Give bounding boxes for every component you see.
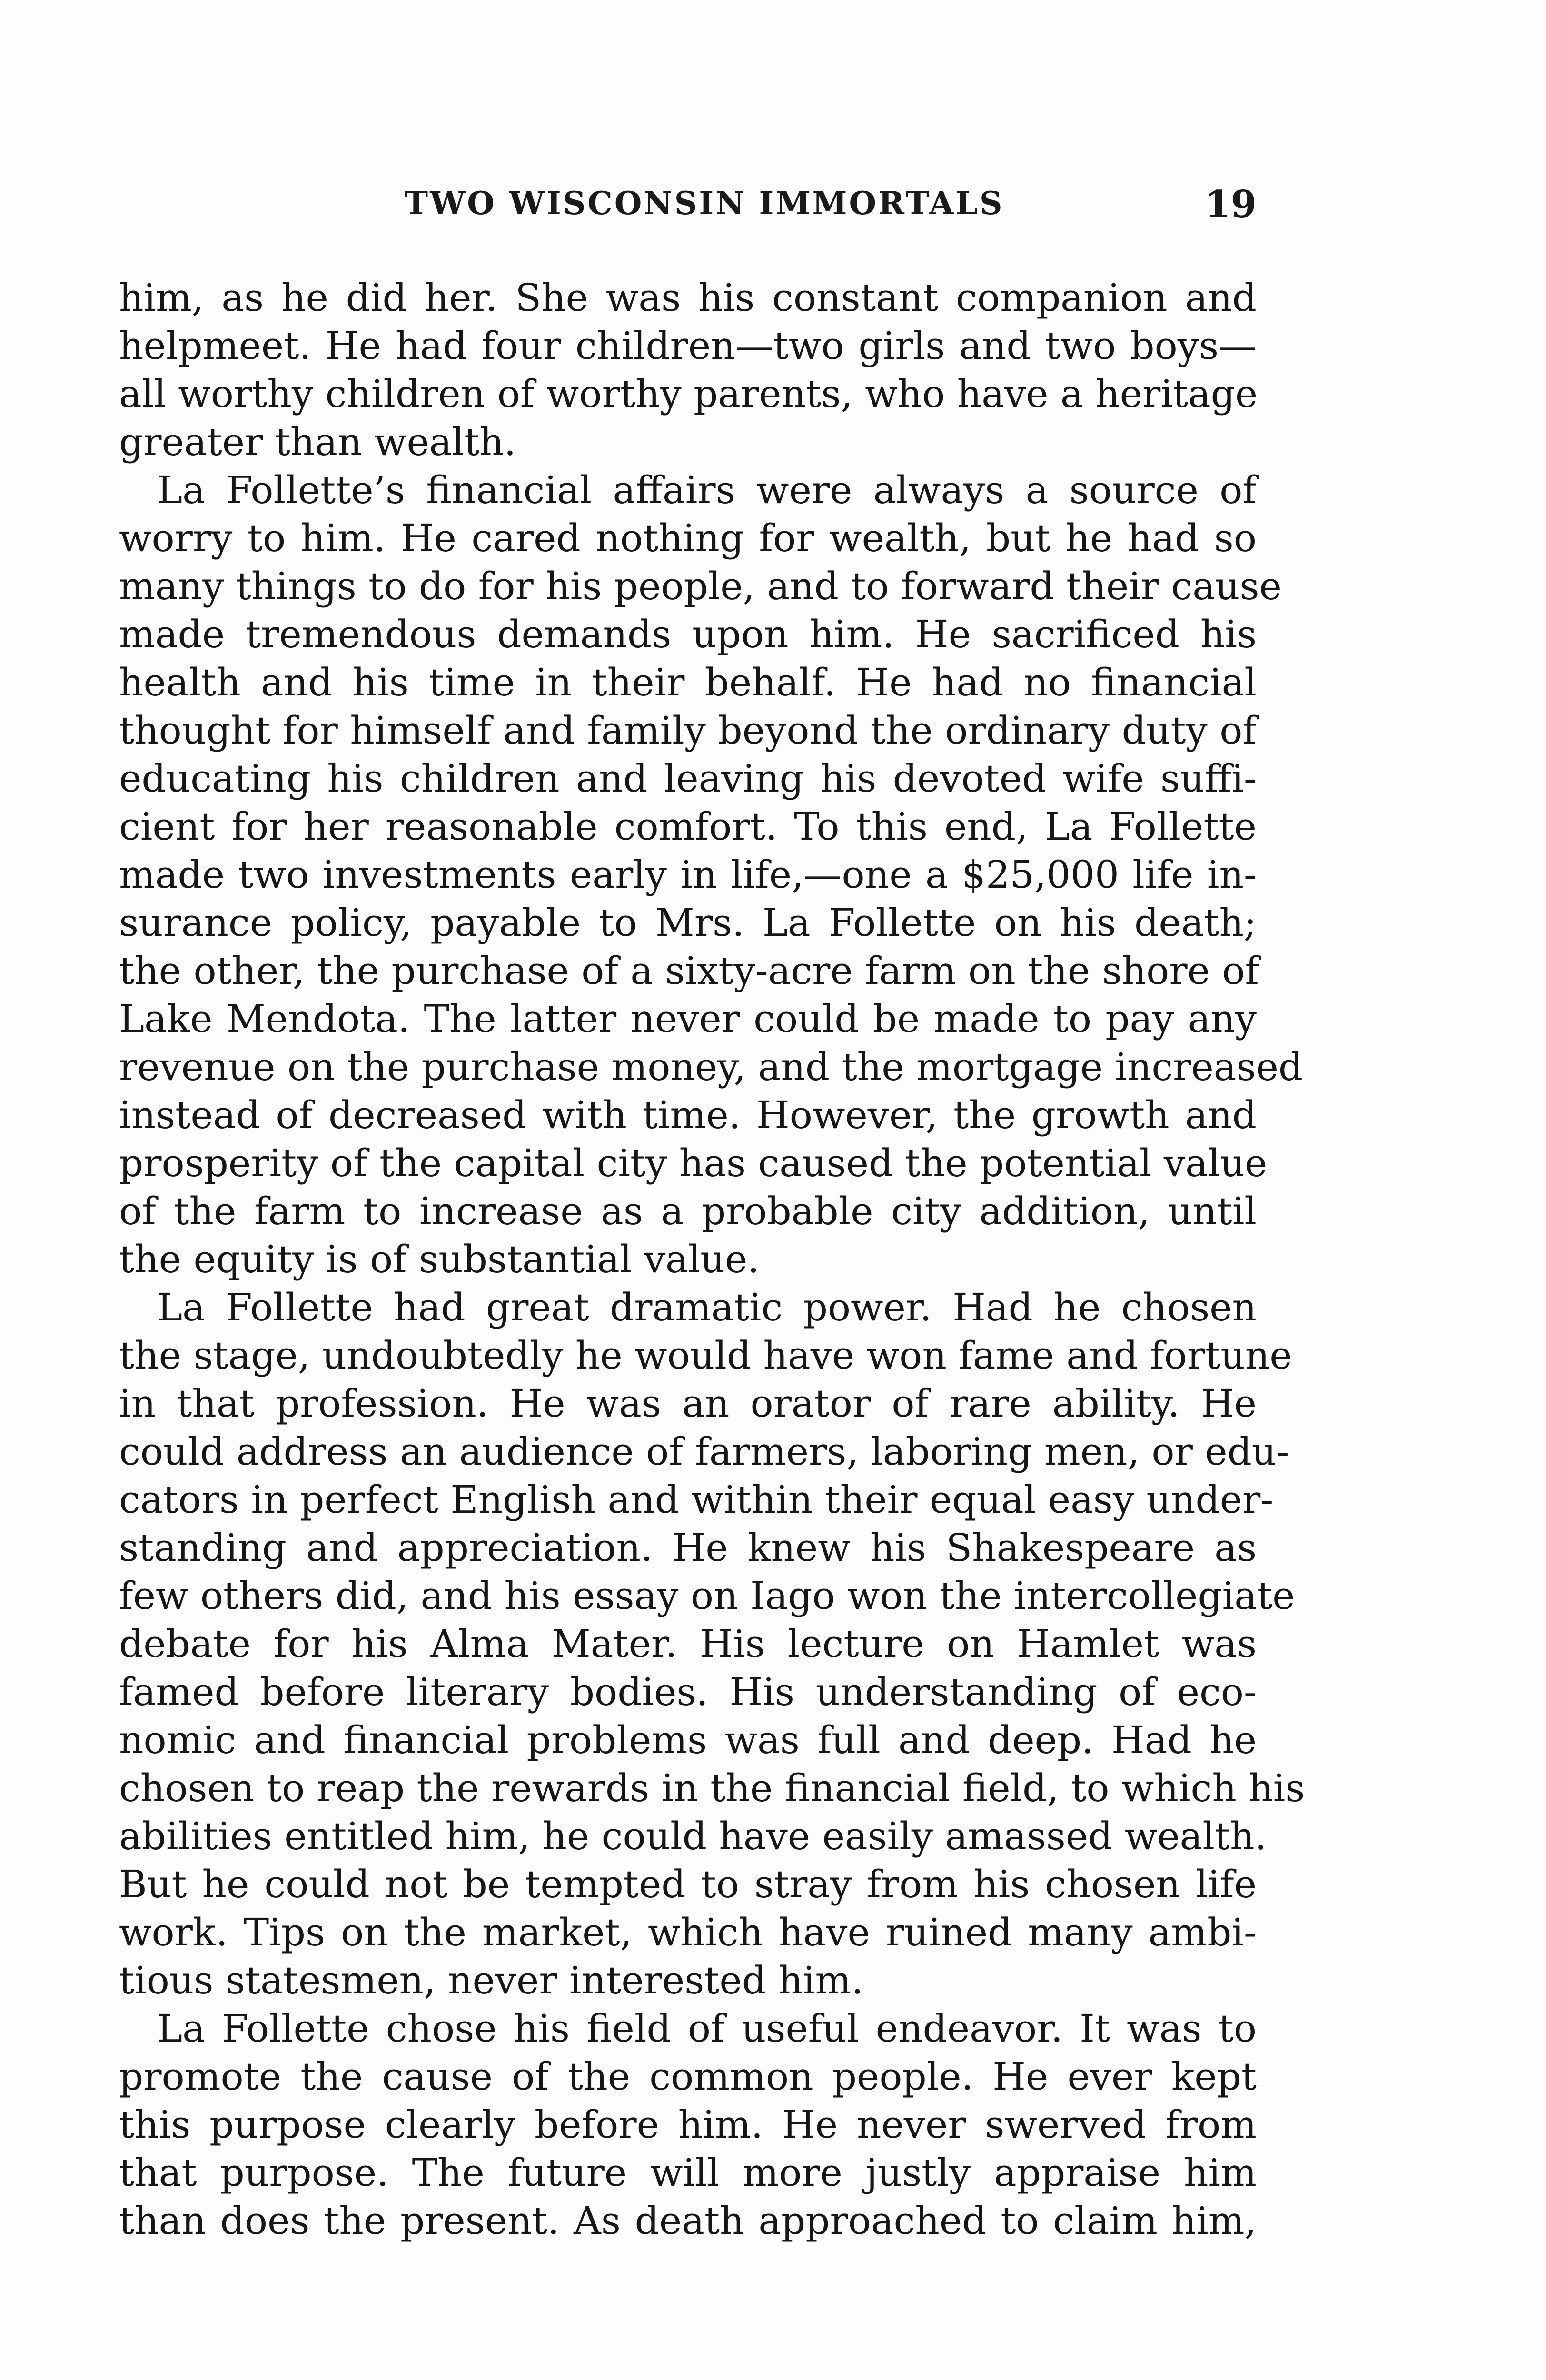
text-line: But he could not be tempted to stray from his chosen life	[119, 1862, 1257, 1906]
text-line: this purpose clearly before him. He never swerved from	[119, 2102, 1257, 2147]
text-line: La Follette’s financial affairs were always a source of	[157, 468, 1257, 512]
text-line: revenue on the purchase money, and the mortgage increased	[119, 1045, 1303, 1089]
text-line: chosen to reap the rewards in the financial field, to which his	[119, 1766, 1305, 1810]
text-line: the stage, undoubtedly he would have won fame and fortune	[119, 1333, 1292, 1378]
text-line: famed before literary bodies. His understanding of eco-	[119, 1670, 1257, 1714]
text-line: that purpose. The future will more justly appraise him	[119, 2151, 1257, 2195]
text-line: surance policy, payable to Mrs. La Follette on his death;	[119, 901, 1257, 945]
text-line: helpmeet. He had four children—two girls and two boys—	[119, 324, 1257, 368]
text-line: work. Tips on the market, which have ruined many ambi-	[119, 1910, 1257, 1954]
text-line: many things to do for his people, and to forward their cause	[119, 564, 1282, 608]
text-line: him, as he did her. She was his constant companion and	[119, 276, 1257, 320]
text-line: standing and appreciation. He knew his Shakespeare as	[119, 1526, 1257, 1570]
text-line: promote the cause of the common people. He ever kept	[119, 2054, 1257, 2099]
page-header	[119, 185, 1257, 232]
text-line: could address an audience of farmers, laboring men, or edu-	[119, 1429, 1289, 1474]
text-line: greater than wealth.	[119, 420, 516, 464]
text-line: nomic and financial problems was full and deep. Had he	[119, 1718, 1257, 1762]
text-line: debate for his Alma Mater. His lecture on Hamlet was	[119, 1622, 1257, 1666]
text-line: abilities entitled him, he could have easily amassed wealth.	[119, 1814, 1267, 1858]
text-line: the other, the purchase of a sixty-acre farm on the shore of	[119, 949, 1259, 993]
text-line: made two investments early in life,—one a $25,000 life in-	[119, 853, 1257, 897]
text-line: La Follette chose his field of useful endeavor. It was to	[157, 2006, 1257, 2051]
page-number: 19	[1205, 183, 1257, 226]
text-line: tious statesmen, never interested him.	[119, 1958, 863, 2003]
text-line: all worthy children of worthy parents, who have a heritage	[119, 372, 1258, 416]
text-line: cient for her reasonable comfort. To this end, La Follette	[119, 804, 1257, 849]
text-line: worry to him. He cared nothing for wealth, but he had so	[119, 516, 1257, 560]
paragraph	[119, 2004, 1257, 2245]
text-line: Lake Mendota. The latter never could be made to pay any	[119, 997, 1257, 1041]
text-line: few others did, and his essay on Iago won the intercollegiate	[119, 1574, 1295, 1618]
paragraph	[119, 274, 1257, 466]
text-line: in that profession. He was an orator of rare ability. He	[119, 1381, 1257, 1426]
text-line: educating his children and leaving his devoted wife suffi-	[119, 756, 1257, 801]
running-head: TWO WISCONSIN IMMORTALS	[405, 185, 1004, 222]
paragraph	[119, 1283, 1305, 2004]
text-line: of the farm to increase as a probable city addition, until	[119, 1189, 1257, 1233]
text-line: La Follette had great dramatic power. Had he chosen	[157, 1285, 1257, 1329]
text-line: thought for himself and family beyond the ordinary duty of	[119, 708, 1257, 753]
text-line: health and his time in their behalf. He had no financial	[119, 660, 1257, 704]
paragraph	[119, 466, 1303, 1283]
text-line: prosperity of the capital city has caused the potential value	[119, 1141, 1268, 1185]
text-line: than does the present. As death approached to claim him,	[119, 2199, 1257, 2243]
body-text	[119, 274, 1305, 2245]
text-line: cators in perfect English and within their equal easy under-	[119, 1478, 1274, 1522]
text-line: the equity is of substantial value.	[119, 1237, 760, 1281]
text-line: made tremendous demands upon him. He sacrificed his	[119, 612, 1257, 656]
text-line: instead of decreased with time. However, the growth and	[119, 1093, 1257, 1137]
